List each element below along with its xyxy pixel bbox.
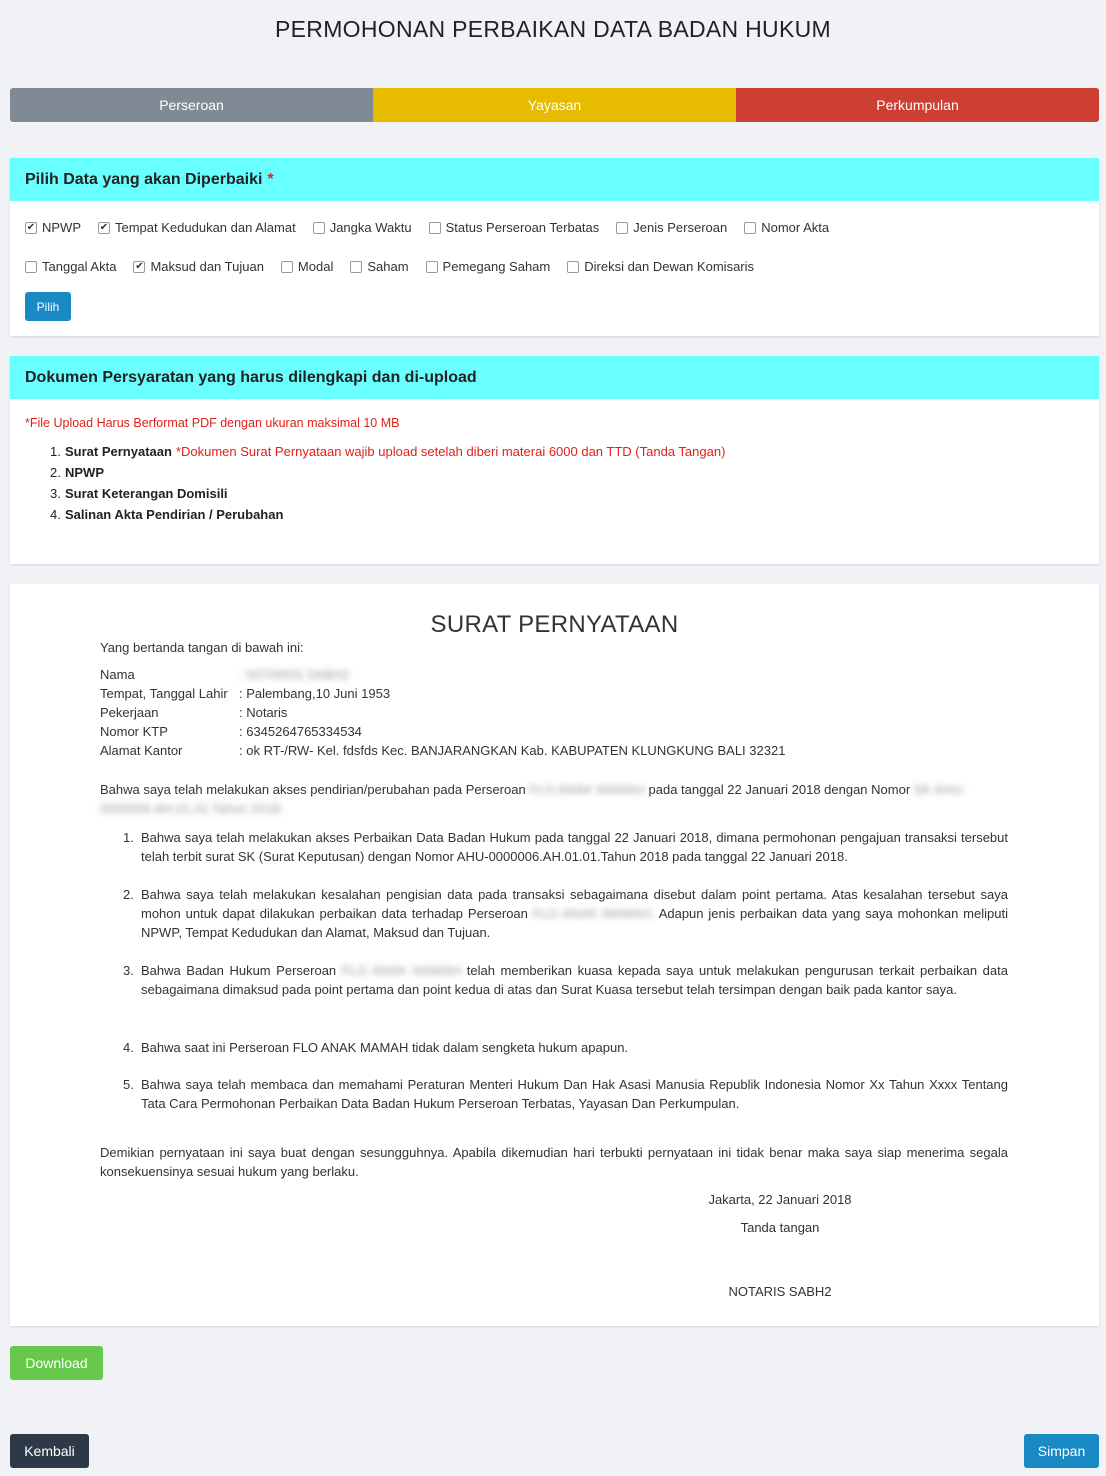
download-button[interactable]: Download [10,1346,103,1380]
point-text-part: Adapun jenis perbaikan data yang saya mohonkan meliputi NPWP, Tempat Kedudukan dan Alamat, Maksud dan Tujuan. [141,906,1008,940]
paragraph-text: pada tanggal 22 Januari 2018 dengan Nomor [648,782,911,797]
field-value: : Palembang,10 Juni 1953 [239,686,391,701]
field-value: : NOTARIS SABH2 [239,667,350,682]
dokumen-heading: Dokumen Persyaratan yang harus dilengkapi dan di-upload [10,356,1099,399]
field-key: Pekerjaan [100,705,159,720]
checkbox-tempat-kedudukan[interactable] [98,220,296,235]
point-text-part: Bahwa saya telah melakukan kesalahan pengisian data pada transaksi sebagaimana disebut dalam point pertama. Atas kesalahan tersebut saya mohon untuk dapat dilakukan perbaikan data terhadap Perseroan [141,887,1008,921]
checkbox-label: Pemegang Saham [442,259,551,274]
checkbox-direksi[interactable] [567,259,754,274]
checkbox-empty-icon[interactable] [429,222,441,234]
point-text: Bahwa saya telah membaca dan memahami Peraturan Menteri Hukum Dan Hak Asasi Manusia Republik Indonesia Nomor Xx Tahun Xxxx Tentang Tata Cara Permohonan Perbaikan Data Badan Hukum Perseroan Terbatas, Yayasan Dan Perkumpulan. [141,1077,1008,1111]
checkbox-empty-icon[interactable] [25,261,37,273]
statement-point [123,885,1008,942]
statement-point [123,961,1008,999]
surat-pernyataan-panel [10,584,1099,1326]
checkbox-jangka-waktu[interactable] [313,220,412,235]
pilih-data-heading-text: Pilih Data yang akan Diperbaiki [25,170,263,188]
checkbox-pemegang-saham[interactable] [426,259,551,274]
checkbox-maksud-tujuan[interactable] [133,259,263,274]
entity-tabs [10,88,1099,122]
back-button[interactable]: Kembali [10,1434,89,1468]
paragraph-text: Bahwa saya telah melakukan akses pendirian/perubahan pada Perseroan [100,782,526,797]
redacted-text: FLO ANAK MAMAH [341,963,462,978]
field-key: Alamat Kantor [100,743,183,758]
checkbox-nomor-akta[interactable] [744,220,829,235]
tab-perkumpulan[interactable]: Perkumpulan [736,88,1099,122]
field-key: Tempat, Tanggal Lahir [100,686,228,701]
surat-closing: Demikian pernyataan ini saya buat dengan sesungguhnya. Apabila dikemudian hari terbukti pernyataan ini tidak benar maka saya siap menerima segala konsekuensinya sesuai hukum yang berlaku. [100,1145,1008,1179]
document-label: Surat Pernyataan [65,444,172,459]
document-list [50,444,725,528]
list-number: 1. [50,444,61,459]
checkbox-label: Tempat Kedudukan dan Alamat [115,220,296,235]
point-text: Bahwa saat ini Perseroan FLO ANAK MAMAH tidak dalam sengketa hukum apapun. [141,1040,629,1055]
point-number: 5. [123,1077,134,1092]
checkbox-status-perseroan[interactable] [429,220,600,235]
redacted-text: FLO ANAK MAMAH. [532,906,655,921]
checkbox-label: Nomor Akta [761,220,830,235]
checkbox-row-1 [25,220,846,235]
list-item [50,444,725,459]
document-label: Salinan Akta Pendirian / Perubahan [65,507,284,522]
checkbox-tanggal-akta[interactable] [25,259,116,274]
checkbox-label: Status Perseroan Terbatas [445,220,600,235]
checkbox-label: Tanggal Akta [42,259,117,274]
field-alamat [100,743,785,758]
checkbox-checked-icon[interactable] [133,261,145,273]
point-text: Bahwa saya telah melakukan akses Perbaikan Data Badan Hukum pada tanggal 22 Januari 2018, dimana permohonan pengajuan transaksi tersebut telah terbit surat SK (Surat Keputusan) dengan Nomor AHU-0000006.AH.01.01.Tahun 2018 pada tanggal 22 Januari 2018. [141,830,1008,864]
checkbox-saham[interactable] [350,259,408,274]
checkbox-empty-icon[interactable] [281,261,293,273]
list-number: 3. [50,486,61,501]
checkbox-empty-icon[interactable] [616,222,628,234]
field-nama [100,667,349,682]
redacted-text: SK AHU-0000006.AH.01.01.Tahun 2018. [100,782,966,816]
point-number: 3. [123,963,134,978]
field-key: Nomor KTP [100,724,168,739]
field-ktp [100,724,362,739]
checkbox-empty-icon[interactable] [426,261,438,273]
page-title: PERMOHONAN PERBAIKAN DATA BADAN HUKUM [275,16,831,42]
point-number: 4. [123,1040,134,1055]
surat-title: SURAT PERNYATAAN [430,611,679,638]
pilih-button[interactable]: Pilih [25,292,71,321]
checkbox-empty-icon[interactable] [567,261,579,273]
surat-intro: Yang bertanda tangan di bawah ini: [100,640,304,655]
document-label: NPWP [65,465,104,480]
required-mark: * [267,170,274,188]
surat-paragraph-1 [100,780,1008,818]
checkbox-checked-icon[interactable] [98,222,110,234]
checkbox-label: Modal [297,259,334,274]
checkbox-checked-icon[interactable] [25,222,37,234]
statement-point [123,1038,1008,1057]
point-number: 1. [123,830,134,845]
list-item [50,465,725,480]
save-button[interactable]: Simpan [1024,1434,1099,1468]
redacted-text: FLO ANAK MAMAH [529,782,645,797]
checkbox-empty-icon[interactable] [350,261,362,273]
list-item [50,507,725,522]
point-text-part: telah memberikan kuasa kepada saya untuk melakukan pengurusan terkait perbaikan data sebagaimana dimaksud pada point pertama dan point kedua di atas dan Surat Kuasa tersebut telah tersimpan dengan baik pada kantor saya. [141,963,1008,997]
document-label: Surat Keterangan Domisili [65,486,228,501]
checkbox-label: Jangka Waktu [329,220,412,235]
checkbox-jenis-perseroan[interactable] [616,220,727,235]
list-item [50,486,725,501]
checkbox-empty-icon[interactable] [744,222,756,234]
list-number: 4. [50,507,61,522]
field-value: : 6345264765334534 [239,724,362,739]
field-pekerjaan [100,705,287,720]
statement-point [123,1075,1008,1113]
point-text-part: Bahwa Badan Hukum Perseroan [141,963,337,978]
dokumen-panel [10,356,1099,564]
statement-point [123,828,1008,866]
checkbox-label: Saham [367,259,409,274]
field-ttl [100,686,390,701]
checkbox-npwp[interactable] [25,220,81,235]
checkbox-row-2 [25,259,771,274]
pilih-data-heading [10,158,1099,201]
signature-label: Tanda tangan [740,1220,820,1235]
checkbox-modal[interactable] [281,259,333,274]
point-text [141,885,1008,942]
pilih-data-panel [10,158,1099,336]
point-text [141,961,1008,999]
field-value: : ok RT-/RW- Kel. fdsfds Kec. BANJARANGKAN Kab. KABUPATEN KLUNGKUNG BALI 32321 [239,743,786,758]
signer-name: NOTARIS SABH2 [728,1284,832,1299]
checkbox-label: NPWP [42,220,81,235]
place-date: Jakarta, 22 Januari 2018 [708,1192,852,1207]
checkbox-label: Direksi dan Dewan Komisaris [584,259,755,274]
field-key: Nama [100,667,135,682]
checkbox-label: Maksud dan Tujuan [150,259,264,274]
upload-format-note: *File Upload Harus Berformat PDF dengan ukuran maksimal 10 MB [25,416,400,430]
checkbox-label: Jenis Perseroan [633,220,728,235]
list-number: 2. [50,465,61,480]
document-note: *Dokumen Surat Pernyataan wajib upload setelah diberi materai 6000 dan TTD (Tanda Tangan) [175,444,726,459]
field-value: : Notaris [239,705,288,720]
tab-yayasan[interactable]: Yayasan [373,88,736,122]
tab-perseroan[interactable]: Perseroan [10,88,373,122]
checkbox-empty-icon[interactable] [313,222,325,234]
point-number: 2. [123,887,134,902]
